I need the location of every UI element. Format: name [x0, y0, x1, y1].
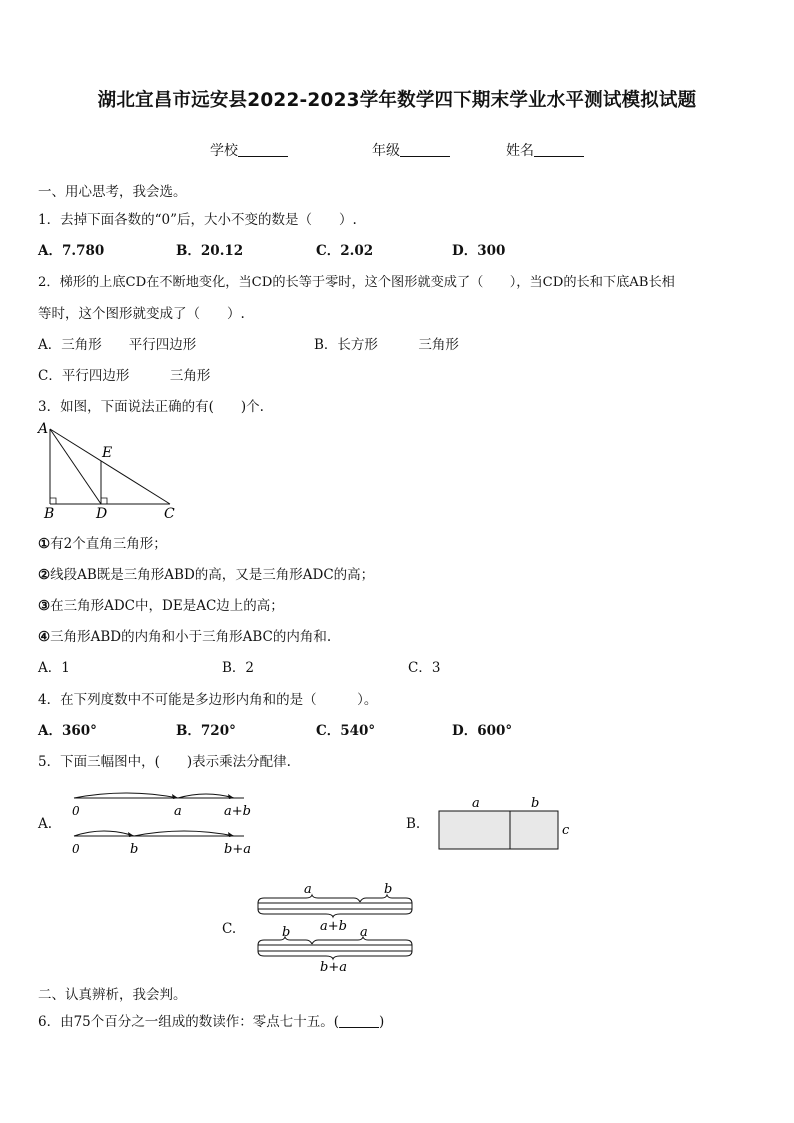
section-1-heading: 一、用心思考，我会选。	[38, 184, 187, 200]
q2-option-c: C．平行四边形 三角形	[38, 368, 211, 384]
q4-option-b: B．720°	[176, 723, 236, 739]
point-b-label: B	[44, 506, 55, 522]
section-2-heading: 二、认真辨析，我会判。	[38, 987, 187, 1003]
q5-figure-b	[436, 794, 576, 854]
q4-option-d: D．600°	[452, 723, 513, 739]
school-field	[210, 140, 288, 160]
bar-top	[258, 903, 412, 909]
b-label-1: b	[130, 842, 139, 857]
c-fig-b2-label: b	[282, 925, 291, 940]
apb-label: a+b	[224, 804, 251, 819]
q3-mark-1: ①	[38, 536, 51, 552]
point-a-label: A	[38, 421, 49, 437]
point-d-label: D	[96, 506, 108, 522]
brace-b	[360, 895, 412, 903]
q5-figure-c	[254, 878, 420, 976]
segment-ad	[50, 429, 101, 504]
question-6-text: 6．由75个百分之一组成的数读作：零点七十五。(	[38, 1014, 340, 1030]
brace-bpa	[258, 951, 412, 959]
q5-figure-a	[66, 786, 266, 862]
question-4: 4．在下列度数中不可能是多边形内角和的是（ ）。	[38, 692, 378, 708]
question-2-line-1: 2．梯形的上底CD在不断地变化，当CD的长等于零时，这个图形就变成了（ ），当CD的长和下底AB长相	[38, 275, 675, 290]
q1-option-b: B．20.12	[176, 243, 244, 259]
q3-option-b: B．2	[222, 660, 255, 676]
question-5: 5．下面三幅图中，( )表示乘法分配律.	[38, 754, 291, 770]
q2-option-a: A．三角形 平行四边形	[38, 337, 197, 353]
triangle-figure	[30, 418, 190, 524]
q5-option-b-label: B.	[406, 816, 421, 832]
q3-statement-2	[38, 563, 374, 583]
brace-a2	[312, 937, 412, 945]
q3-option-a: A．1	[38, 660, 70, 676]
q3-statement-4-text: 三角形ABD的内角和小于三角形ABC的内角和.	[50, 629, 332, 645]
c-fig-b-label: b	[384, 882, 393, 897]
question-3: 3．如图，下面说法正确的有( )个.	[38, 399, 264, 415]
q3-statement-1	[38, 532, 167, 552]
school-label: 学校	[210, 143, 238, 159]
name-field	[506, 140, 584, 160]
segment-ac	[50, 429, 170, 504]
q3-statement-3-text: 在三角形ADC中，DE是AC边上的高；	[50, 598, 284, 614]
rect-b	[510, 811, 558, 849]
grade-blank	[400, 142, 450, 157]
c-fig-bpa-label: b+a	[320, 960, 347, 975]
q3-statement-1-text: 有2个直角三角形；	[50, 536, 167, 552]
q4-option-c: C．540°	[316, 723, 376, 739]
zero-label-2: 0	[72, 842, 80, 856]
q3-statement-4	[38, 625, 331, 645]
arc-a-2	[134, 831, 234, 836]
arc-a	[74, 793, 178, 798]
c-fig-a-label: a	[304, 882, 312, 897]
bar-bottom	[258, 945, 412, 951]
brace-b2	[258, 937, 312, 945]
q1-option-c: C．2.02	[316, 243, 374, 259]
c-fig-apb-label: a+b	[320, 919, 347, 934]
arc-b-2	[74, 831, 134, 836]
b-fig-b-label: b	[531, 796, 540, 811]
brace-apb	[258, 909, 412, 917]
q3-option-c: C．3	[408, 660, 441, 676]
question-6	[38, 1010, 384, 1030]
b-fig-c-label: c	[562, 823, 570, 838]
name-blank	[534, 142, 584, 157]
question-6-close: )	[379, 1014, 385, 1030]
q4-option-a: A．360°	[38, 723, 97, 739]
c-fig-a2-label: a	[360, 925, 368, 940]
bpa-label: b+a	[224, 842, 251, 857]
q3-statement-3	[38, 594, 284, 614]
zero-label-1: 0	[72, 804, 80, 818]
q1-option-a: A．7.780	[38, 243, 105, 259]
q2-option-b: B．长方形 三角形	[314, 337, 459, 353]
right-angle-d	[101, 498, 107, 504]
page-title: 湖北宜昌市远安县2022-2023学年数学四下期末学业水平测试模拟试题	[97, 90, 697, 111]
right-angle-b	[50, 498, 56, 504]
q3-mark-2: ②	[38, 567, 51, 583]
q3-mark-3: ③	[38, 598, 51, 614]
a-label-1: a	[174, 804, 182, 819]
rect-a	[439, 811, 510, 849]
question-2-line-2: 等时，这个图形就变成了（ ）.	[38, 306, 245, 322]
point-e-label: E	[102, 445, 113, 461]
q3-mark-4: ④	[38, 629, 51, 645]
b-fig-a-label: a	[472, 796, 480, 811]
grade-field	[372, 140, 450, 160]
point-c-label: C	[164, 506, 175, 522]
q3-statement-2-text: 线段AB既是三角形ABD的高，又是三角形ADC的高；	[50, 567, 375, 583]
name-label: 姓名	[506, 143, 534, 159]
q5-option-a-label: A.	[38, 816, 53, 832]
school-blank	[238, 142, 288, 157]
arc-b	[178, 794, 234, 798]
q6-answer-blank	[339, 1014, 379, 1028]
q5-option-c-label: C.	[222, 921, 237, 937]
grade-label: 年级	[372, 143, 400, 159]
q1-option-d: D．300	[452, 243, 506, 259]
question-1: 1．去掉下面各数的“0”后，大小不变的数是（ ）.	[38, 212, 357, 228]
